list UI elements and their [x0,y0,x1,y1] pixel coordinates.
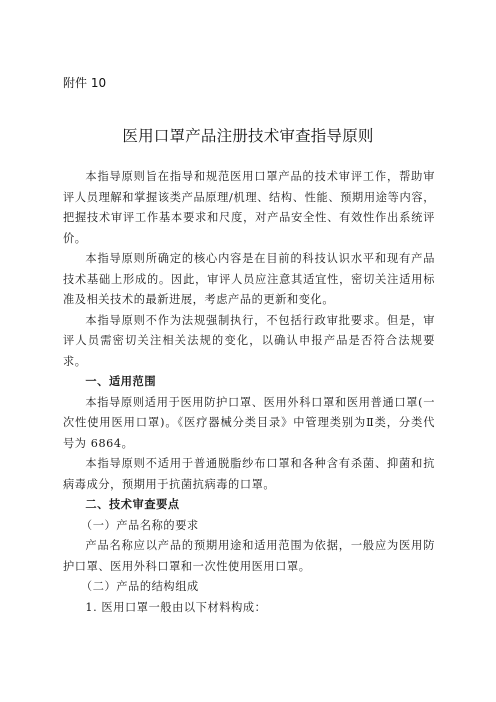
section-heading-scope: 一、适用范围 [85,375,157,388]
subsection-heading-structure: （二）产品的结构组成 [80,580,199,593]
section-heading-review-points: 二、技术审查要点 [85,498,180,511]
scope-paragraph-2: 本指导原则不适用于普通脱脂纱布口罩和各种含有杀菌、抑菌和抗病毒成分，预期用于抗菌抗病毒的口罩。 [63,457,435,491]
scope-paragraph-1: 本指导原则适用于医用防护口罩、医用外科口罩和医用普通口罩(一次性使用医用口罩)。《医疗器械分类目录》中管理类别为Ⅱ类，分类代号为 6864。 [63,395,435,450]
subsection-heading-name: （一）产品名称的要求 [80,518,199,532]
document-body [63,167,435,618]
document-title: 医用口罩产品注册技术审查指导原则 [122,127,374,145]
intro-paragraph-1: 本指导原则旨在指导和规范医用口罩产品的技术审评工作，帮助审评人员理解和掌握该类产品原理/机理、结构、性能、预期用途等内容，把握技术审评工作基本要求和尺度，对产品安全性、有效性作出系统评价。 [63,170,435,245]
structure-item-1: 1. 医用口罩一般由以下材料构成： [85,600,267,614]
intro-paragraph-3: 本指导原则不作为法规强制执行，不包括行政审批要求。但是，审评人员需密切关注相关法规的变化，以确认申报产品是否符合法规要求。 [63,313,435,368]
intro-paragraph-2: 本指导原则所确定的核心内容是在目前的科技认识水平和现有产品技术基础上形成的。因此，审评人员应注意其适宜性，密切关注适用标准及相关技术的最新进展，考虑产品的更新和变化。 [63,252,435,306]
name-paragraph: 产品名称应以产品的预期用途和适用范围为依据，一般应为医用防护口罩、医用外科口罩和一次性使用医用口罩。 [63,539,435,573]
attachment-label: 附件 10 [63,76,107,90]
